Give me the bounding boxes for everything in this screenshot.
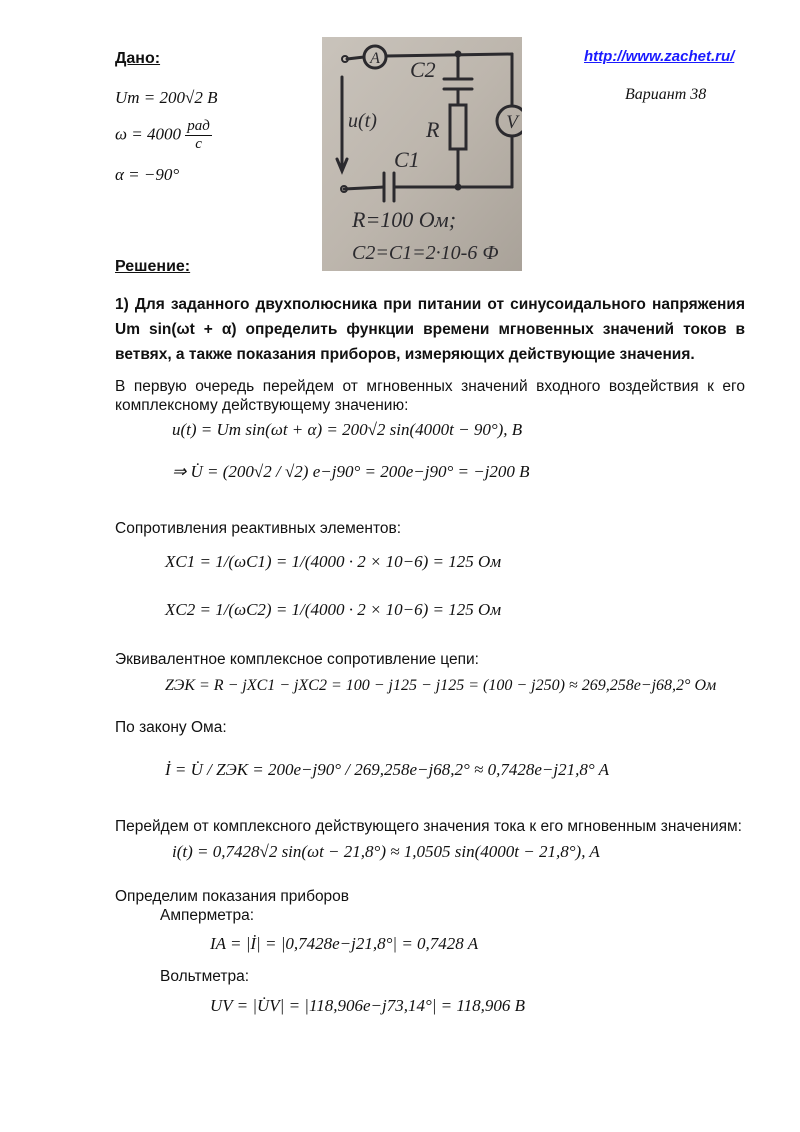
eq-u-instant: u(t) = Um sin(ωt + α) = 200√2 sin(4000t − 90°), B [172, 420, 523, 439]
eq-z: ZЭК = R − jXC1 − jXC2 = 100 − j125 − j125 = (100 − j250) ≈ 269,258e−j68,2° Ом [165, 677, 717, 694]
ammeter-label: A [370, 50, 380, 67]
intro-text: В первую очередь перейдем от мгновенных значений входного воздействия к его комплексному действующему значению: [115, 378, 745, 414]
eq-u-complex: ⇒ U̇ = (200√2 / √2) e−j90° = 200e−j90° = −j200 B [172, 462, 530, 481]
given-omega [115, 118, 212, 153]
task-statement: 1) Для заданного двухполюсника при питании от синусоидального напряжения Um sin(ωt + α) определить функции времени мгновенных значений токов в ветвях, а также показания приборов, измеряющих действующие значения. [115, 296, 745, 363]
variant-label: Вариант 38 [625, 86, 707, 103]
eq-xc2: XC2 = 1/(ωC2) = 1/(4000 · 2 × 10−6) = 125 Ом [165, 600, 502, 619]
given-title: Дано: [115, 50, 161, 67]
eq-i: İ = U̇ / ZЭК = 200e−j90° / 269,258e−j68,2° ≈ 0,7428e−j21,8° A [165, 760, 609, 779]
equiv-title: Эквивалентное комплексное сопротивление цепи: [115, 651, 479, 668]
c-caption: C2=C1=2·10-6 Ф [352, 242, 499, 264]
given-alpha: α = −90° [115, 165, 180, 184]
meters-title: Определим показания приборов [115, 888, 350, 905]
ohm-title: По закону Ома: [115, 719, 227, 736]
eq-xc1: XC1 = 1/(ωC1) = 1/(4000 · 2 × 10−6) = 125 Ом [165, 552, 502, 571]
eq-i-instant: i(t) = 0,7428√2 sin(ωt − 21,8°) ≈ 1,0505 sin(4000t − 21,8°), A [172, 842, 600, 861]
r-label: R [426, 117, 440, 142]
given-omega-unit [185, 118, 212, 153]
c2-label: C2 [410, 57, 436, 82]
given-um: Um = 200√2 B [115, 88, 218, 107]
circuit-photo [322, 37, 522, 271]
ammeter-title: Амперметра: [160, 907, 255, 924]
r-caption: R=100 Ом; [352, 207, 457, 232]
omega-unit-den: с [195, 136, 202, 152]
reactive-title: Сопротивления реактивных элементов: [115, 520, 402, 537]
voltmeter-label: V [506, 112, 518, 133]
instant-title: Перейдем от комплексного действующего значения тока к его мгновенным значениям: [115, 818, 742, 835]
omega-unit-num: рад [187, 118, 210, 134]
c1-label: C1 [394, 147, 420, 172]
given-omega-value: ω = 4000 [115, 124, 181, 144]
site-link[interactable]: http://www.zachet.ru/ [584, 48, 735, 65]
voltmeter-title: Вольтметра: [160, 968, 250, 985]
solution-title: Решение: [115, 258, 191, 275]
eq-uv: UV = |U̇V| = |118,906e−j73,14°| = 118,906 B [210, 996, 526, 1015]
eq-ia: IA = |İ| = |0,7428e−j21,8°| = 0,7428 A [210, 934, 479, 953]
u-label: u(t) [348, 110, 377, 132]
